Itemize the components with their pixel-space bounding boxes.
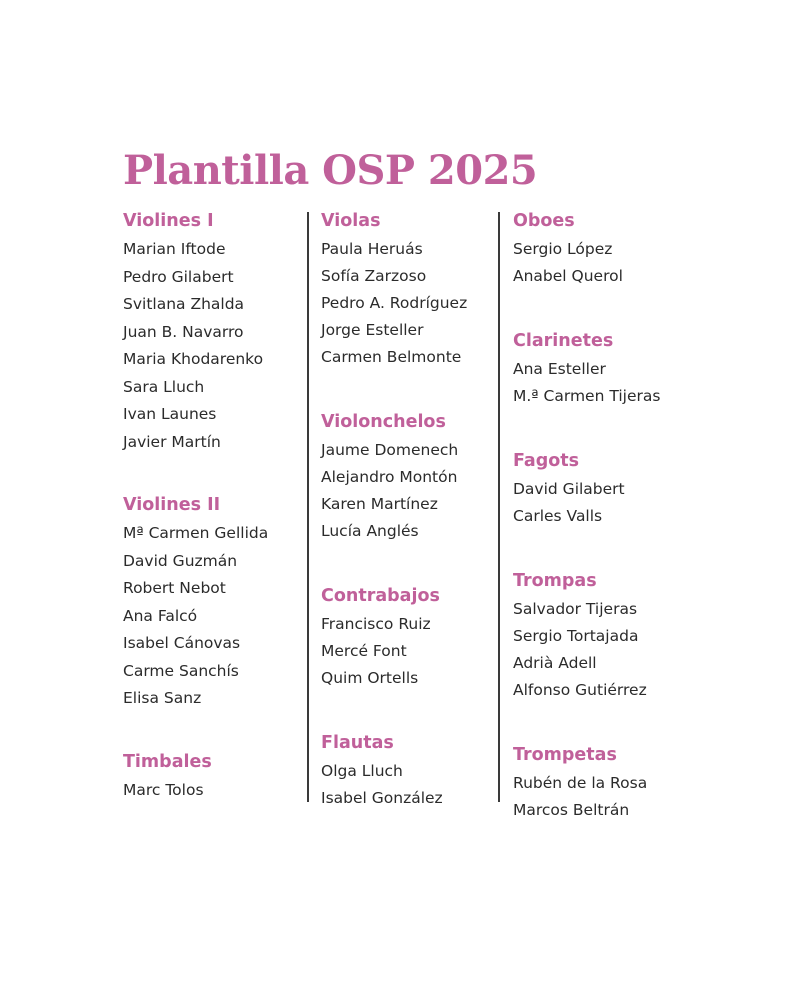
member-name: Adrià Adell xyxy=(513,654,597,672)
member-name: Carme Sanchís xyxy=(123,661,239,680)
member-name: Robert Nebot xyxy=(123,579,226,597)
member-name: Alfonso Gutiérrez xyxy=(513,681,647,699)
member-name: Ana Falcó xyxy=(123,606,198,625)
column-divider xyxy=(307,212,309,802)
member-name: Sergio Tortajada xyxy=(513,627,639,645)
member-name: Juan B. Navarro xyxy=(123,322,244,341)
section-heading: Timbales xyxy=(123,751,212,772)
section-heading: Violas xyxy=(321,211,381,231)
member-name: Javier Martín xyxy=(123,432,221,451)
section-contrabajos xyxy=(321,583,493,692)
section-trompetas xyxy=(513,742,733,824)
column-strings-percussion xyxy=(123,208,301,804)
member-name: Isabel Cánovas xyxy=(123,634,241,652)
member-name: Carles Valls xyxy=(513,507,603,525)
member-name: Mercé Font xyxy=(321,642,407,660)
member-name: Sofía Zarzoso xyxy=(321,267,427,285)
member-name: Jorge Esteller xyxy=(321,321,424,339)
section-clarinetes xyxy=(513,328,733,410)
member-name: Ana Esteller xyxy=(513,360,606,378)
section-fagots xyxy=(513,448,733,530)
member-name: Quim Ortells xyxy=(321,669,419,687)
member-name: Carmen Belmonte xyxy=(321,348,462,366)
section-heading: Violines II xyxy=(123,495,221,515)
column-strings-flutes xyxy=(321,208,493,812)
column-winds-brass xyxy=(513,208,733,824)
member-name: Elisa Sanz xyxy=(123,689,202,707)
section-violonchelos xyxy=(321,409,493,545)
member-name: Salvador Tijeras xyxy=(513,600,638,618)
column-divider xyxy=(498,212,500,802)
member-name: Sergio López xyxy=(513,240,613,258)
section-oboes xyxy=(513,208,733,290)
member-name: Maria Khodarenko xyxy=(123,350,264,368)
section-violines-ii xyxy=(123,492,301,713)
section-flautas xyxy=(321,730,493,812)
member-name: Karen Martínez xyxy=(321,495,438,513)
member-name: Jaume Domenech xyxy=(321,441,459,459)
section-heading: Fagots xyxy=(513,451,580,471)
member-name: David Guzmán xyxy=(123,551,238,570)
member-name: Sara Lluch xyxy=(123,377,205,396)
member-name: Pedro A. Rodríguez xyxy=(321,294,468,312)
member-name: Isabel González xyxy=(321,789,443,807)
member-name: Lucía Anglés xyxy=(321,522,419,540)
member-name: David Gilabert xyxy=(513,480,625,498)
member-name: Anabel Querol xyxy=(513,267,623,285)
section-heading: Flautas xyxy=(321,733,394,753)
section-timbales xyxy=(123,749,301,805)
member-name: Svitlana Zhalda xyxy=(123,295,245,313)
member-name: Paula Heruás xyxy=(321,240,423,258)
section-heading: Contrabajos xyxy=(321,586,440,606)
member-name: Mª Carmen Gellida xyxy=(123,524,269,542)
section-heading: Clarinetes xyxy=(513,331,614,351)
member-name: Alejandro Montón xyxy=(321,468,458,486)
member-name: Ivan Launes xyxy=(123,405,217,423)
section-trompas xyxy=(513,568,733,704)
member-name: Marc Tolos xyxy=(123,780,204,799)
member-name: Marian Iftode xyxy=(123,240,226,258)
member-name: Francisco Ruiz xyxy=(321,615,431,633)
section-heading: Trompetas xyxy=(513,745,617,765)
section-heading: Trompas xyxy=(513,571,597,591)
section-violines-i xyxy=(123,208,301,456)
member-name: Pedro Gilabert xyxy=(123,267,234,286)
section-heading: Violines I xyxy=(123,211,214,231)
section-heading: Violonchelos xyxy=(321,412,446,432)
page-title: Plantilla OSP 2025 xyxy=(123,147,538,194)
member-name: Marcos Beltrán xyxy=(513,801,630,819)
member-name: Rubén de la Rosa xyxy=(513,774,648,792)
member-name: M.ª Carmen Tijeras xyxy=(513,387,661,405)
section-violas xyxy=(321,208,493,371)
member-name: Olga Lluch xyxy=(321,762,403,780)
section-heading: Oboes xyxy=(513,211,575,231)
